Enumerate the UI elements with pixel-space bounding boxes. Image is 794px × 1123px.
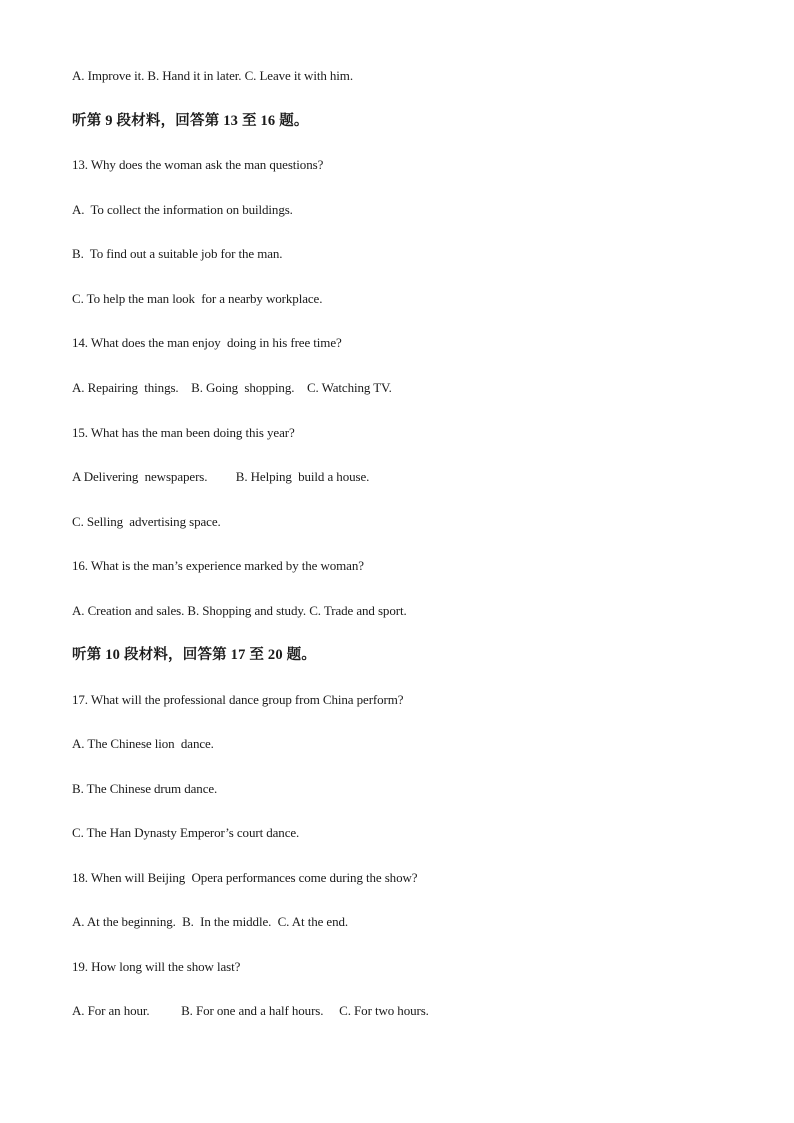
q15-options-ab: A Delivering newspapers. B. Helping build a house. xyxy=(72,469,370,484)
question-13: 13. Why does the woman ask the man questions? xyxy=(72,157,324,172)
question-17: 17. What will the professional dance group from China perform? xyxy=(72,692,404,707)
q15-option-c: C. Selling advertising space. xyxy=(72,514,221,529)
question-19: 19. How long will the show last? xyxy=(72,959,241,974)
q17-option-a: A. The Chinese lion dance. xyxy=(72,736,214,751)
q12-options: A. Improve it. B. Hand it in later. C. Leave it with him. xyxy=(72,68,353,83)
q19-options: A. For an hour. B. For one and a half hours. C. For two hours. xyxy=(72,1003,429,1018)
question-16: 16. What is the man’s experience marked by the woman? xyxy=(72,558,364,573)
section-heading-10: 听第 10 段材料，回答第 17 至 20 题。 xyxy=(72,647,317,663)
question-18: 18. When will Beijing Opera performances come during the show? xyxy=(72,870,418,885)
question-15: 15. What has the man been doing this year? xyxy=(72,425,295,440)
question-14: 14. What does the man enjoy doing in his free time? xyxy=(72,335,342,350)
q14-options: A. Repairing things. B. Going shopping. C. Watching TV. xyxy=(72,380,392,395)
section-heading-9: 听第 9 段材料，回答第 13 至 16 题。 xyxy=(72,113,309,129)
q17-option-c: C. The Han Dynasty Emperor’s court dance. xyxy=(72,825,300,840)
q18-options: A. At the beginning. B. In the middle. C. At the end. xyxy=(72,914,349,929)
q13-option-a: A. To collect the information on buildings. xyxy=(72,202,293,217)
q17-option-b: B. The Chinese drum dance. xyxy=(72,781,218,796)
q16-options: A. Creation and sales. B. Shopping and study. C. Trade and sport. xyxy=(72,603,407,618)
q13-option-c: C. To help the man look for a nearby workplace. xyxy=(72,291,323,306)
q13-option-b: B. To find out a suitable job for the man. xyxy=(72,246,283,261)
